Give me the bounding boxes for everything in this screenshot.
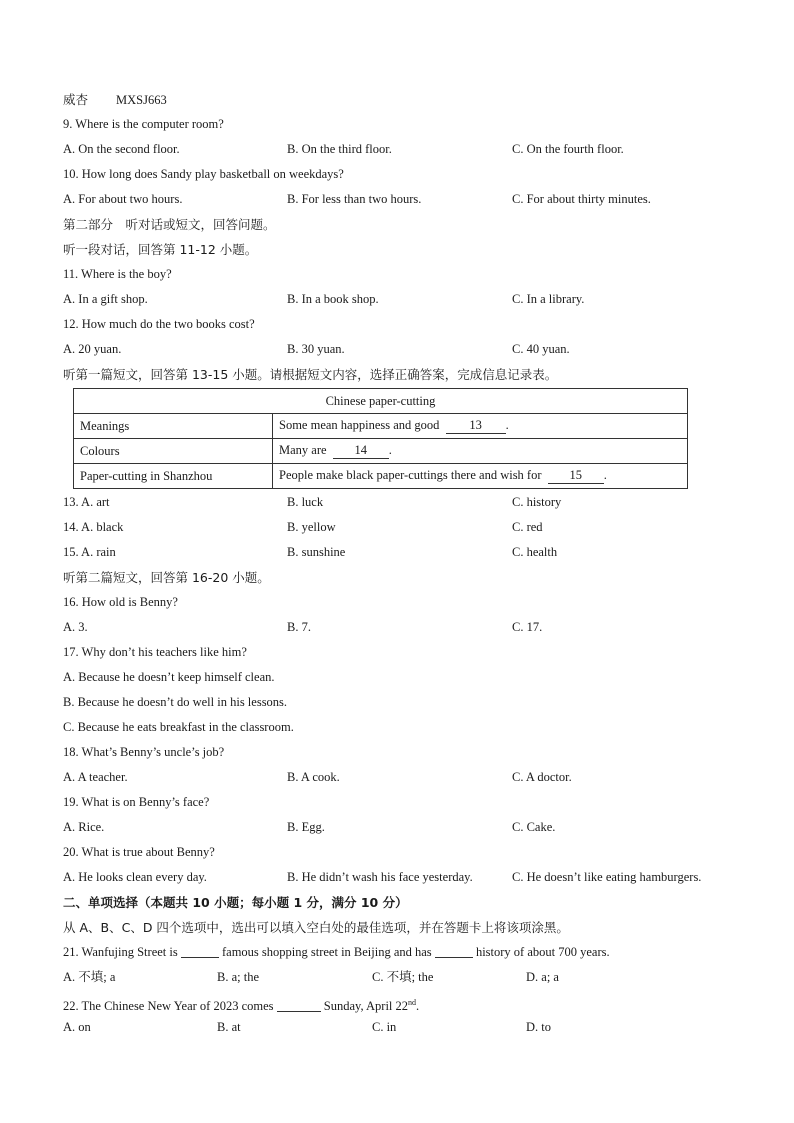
table-row [74,464,688,489]
dialog-intro: 听一段对话，回答第 11-12 小题。 [63,242,258,257]
question-11-stem: 11. Where is the boy? [63,267,172,281]
option-a[interactable]: A. Rice. [63,820,105,834]
question-12-stem: 12. How much do the two books cost? [63,317,255,331]
row-label: Paper-cutting in Shanzhou [74,464,273,489]
section-2-instruction: 从 A、B、C、D 四个选项中，选出可以填入空白处的最佳选项，并在答题卡上将该项涂黑。 [63,920,569,935]
option-c[interactable]: C. health [512,545,558,559]
question-13-options [63,490,743,515]
question-21-stem: 21. Wanfujing Street is famous shopping street in Beijing and has history of about 700 years. [63,945,610,959]
part-2-title: 第二部分 听对话或短文，回答问题。 [63,217,276,232]
option-b[interactable]: B. 7. [287,620,311,634]
option-b[interactable]: B. a; the [217,970,260,984]
answer-blank [181,943,219,958]
option-a[interactable]: A. Because he doesn’t keep himself clean. [63,670,275,684]
section-2-title: 二、单项选择（本题共 10 小题；每小题 1 分，满分 10 分） [63,895,408,910]
option-b[interactable]: B. yellow [287,520,336,534]
option-a[interactable]: 14. A. black [63,520,124,534]
option-c[interactable]: C. On the fourth floor. [512,142,624,156]
row-text: Some mean happiness and good 13 . [273,414,688,439]
row-text: Many are 14 . [273,439,688,464]
option-b[interactable]: B. Because he doesn’t do well in his lessons. [63,695,288,709]
option-c[interactable]: C. He doesn’t like eating hamburgers. [512,870,702,884]
option-a[interactable]: 15. A. rain [63,545,116,559]
question-20-options [63,865,743,890]
option-d[interactable]: D. to [526,1020,551,1034]
row-label: Meanings [74,414,273,439]
option-c[interactable]: C. In a library. [512,292,585,306]
blank-14: 14 [333,443,389,459]
question-22-stem: 22. The Chinese New Year of 2023 comes Sunday, April 22nd. [63,998,420,1014]
question-15-options [63,540,743,565]
question-11-options [63,287,743,312]
table-row [74,414,688,439]
blank-15: 15 [548,468,604,484]
option-a[interactable]: 13. A. art [63,495,110,509]
question-18-options [63,765,743,790]
row-text: People make black paper-cuttings there and wish for 15 . [273,464,688,489]
blank-13: 13 [446,418,506,434]
page-header [63,87,743,112]
row-label: Colours [74,439,273,464]
question-10-options [63,187,743,212]
option-c[interactable]: C. history [512,495,562,509]
option-c[interactable]: C. red [512,520,543,534]
option-a[interactable]: A. He looks clean every day. [63,870,207,884]
info-record-table [73,388,688,489]
table-row [74,439,688,464]
question-17-stem: 17. Why don’t his teachers like him? [63,645,247,659]
option-b[interactable]: B. Egg. [287,820,325,834]
option-c[interactable]: C. For about thirty minutes. [512,192,651,206]
question-16-options [63,615,743,640]
question-19-options [63,815,743,840]
option-b[interactable]: B. luck [287,495,324,509]
option-c[interactable]: C. in [372,1020,397,1034]
option-c[interactable]: C. A doctor. [512,770,572,784]
option-b[interactable]: B. sunshine [287,545,346,559]
option-a[interactable]: A. On the second floor. [63,142,180,156]
question-16-stem: 16. How old is Benny? [63,595,178,609]
option-a[interactable]: A. 不填; a [63,970,116,984]
passage-2-intro: 听第二篇短文，回答第 16-20 小题。 [63,570,270,585]
question-19-stem: 19. What is on Benny’s face? [63,795,210,809]
option-b[interactable]: B. 30 yuan. [287,342,345,356]
option-b[interactable]: B. He didn’t wash his face yesterday. [287,870,473,884]
question-22-options [63,1015,743,1040]
question-21-options [63,965,743,990]
ordinal-suffix: nd [408,998,417,1007]
question-9-stem: 9. Where is the computer room? [63,117,224,131]
option-a[interactable]: A. For about two hours. [63,192,183,206]
answer-blank [435,943,473,958]
header-left: 威杏 [63,92,89,107]
option-b[interactable]: B. A cook. [287,770,340,784]
option-b[interactable]: B. On the third floor. [287,142,392,156]
option-a[interactable]: A. 3. [63,620,88,634]
option-a[interactable]: A. In a gift shop. [63,292,148,306]
option-b[interactable]: B. In a book shop. [287,292,379,306]
passage-1-intro: 听第一篇短文，回答第 13-15 小题。请根据短文内容，选择正确答案，完成信息记录表。 [63,367,558,382]
option-c[interactable]: C. 不填; the [372,970,434,984]
answer-blank [277,997,321,1012]
option-d[interactable]: D. a; a [526,970,559,984]
option-c[interactable]: C. Because he eats breakfast in the classroom. [63,720,294,734]
option-c[interactable]: C. Cake. [512,820,556,834]
header-code: MXSJ663 [116,93,167,107]
question-9-options [63,137,743,162]
option-a[interactable]: A. 20 yuan. [63,342,122,356]
option-b[interactable]: B. For less than two hours. [287,192,422,206]
option-a[interactable]: A. on [63,1020,91,1034]
table-title: Chinese paper-cutting [74,389,688,414]
option-b[interactable]: B. at [217,1020,241,1034]
question-20-stem: 20. What is true about Benny? [63,845,215,859]
option-c[interactable]: C. 17. [512,620,543,634]
question-18-stem: 18. What’s Benny’s uncle’s job? [63,745,225,759]
option-c[interactable]: C. 40 yuan. [512,342,570,356]
question-12-options [63,337,743,362]
option-a[interactable]: A. A teacher. [63,770,128,784]
question-14-options [63,515,743,540]
question-10-stem: 10. How long does Sandy play basketball on weekdays? [63,167,344,181]
exam-page [63,87,743,1040]
